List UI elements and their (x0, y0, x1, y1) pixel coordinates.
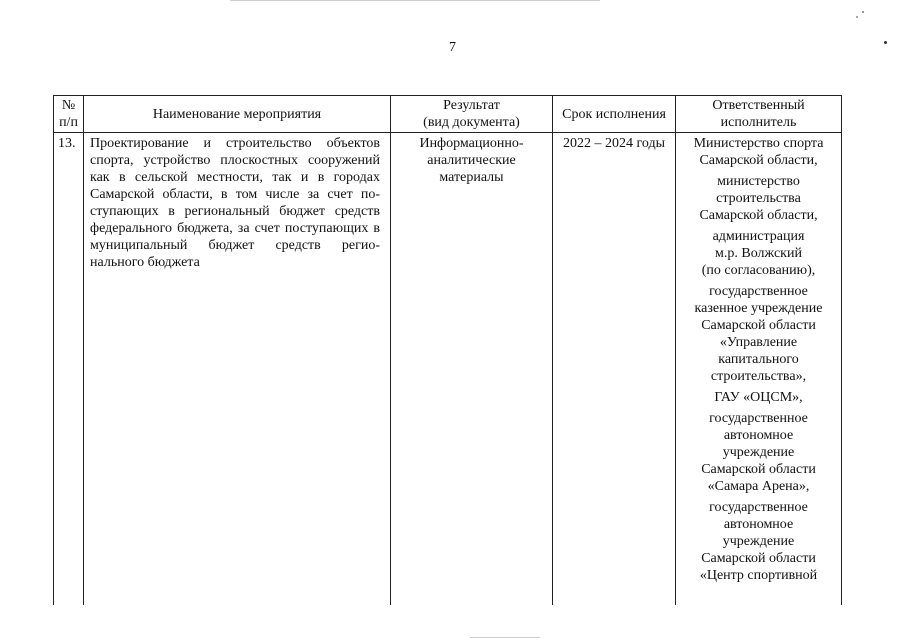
row-measure-name: Проектирование и строительство объектов спорта, устройство плоскостных сооружений как в сельской местности, так и в городах Самарской области, в том числе за счет по-ступающих в региональный бюджет средств федерального бюджета, за счет поступающих в муниципальный бюджет средств регио-нального бюджета (84, 133, 391, 606)
scan-speck (862, 11, 864, 13)
header-responsible: Ответственный исполнитель (676, 96, 842, 133)
page-number: 7 (449, 40, 456, 55)
measures-table (53, 95, 842, 605)
header-result: Результат (вид документа) (391, 96, 553, 133)
row-result: Информационно- аналитические материалы (391, 133, 553, 606)
header-term: Срок исполнения (553, 96, 676, 133)
header-number: № п/п (54, 96, 84, 133)
header-measure-name: Наименование мероприятия (84, 96, 391, 133)
table-header-row (54, 96, 842, 133)
row-responsible: Министерство спорта Самарской области, министерство строительства Самарской области, администрация м.р. Волжский (по согласованию), государственное казенное учреждение Самарской области «Управление капитального строительства», ГАУ «ОЦСМ», государственное автономное учреждение Самарской области «Самара Арена», государственное автономное учреждение Самарской области «Центр спортивной (676, 133, 842, 606)
scan-edge-top (230, 0, 600, 1)
row-term: 2022 – 2024 годы (553, 133, 676, 606)
scan-edge-bottom (470, 637, 540, 638)
scan-speck (856, 16, 858, 18)
row-number: 13. (54, 133, 84, 606)
table-row (54, 133, 842, 606)
